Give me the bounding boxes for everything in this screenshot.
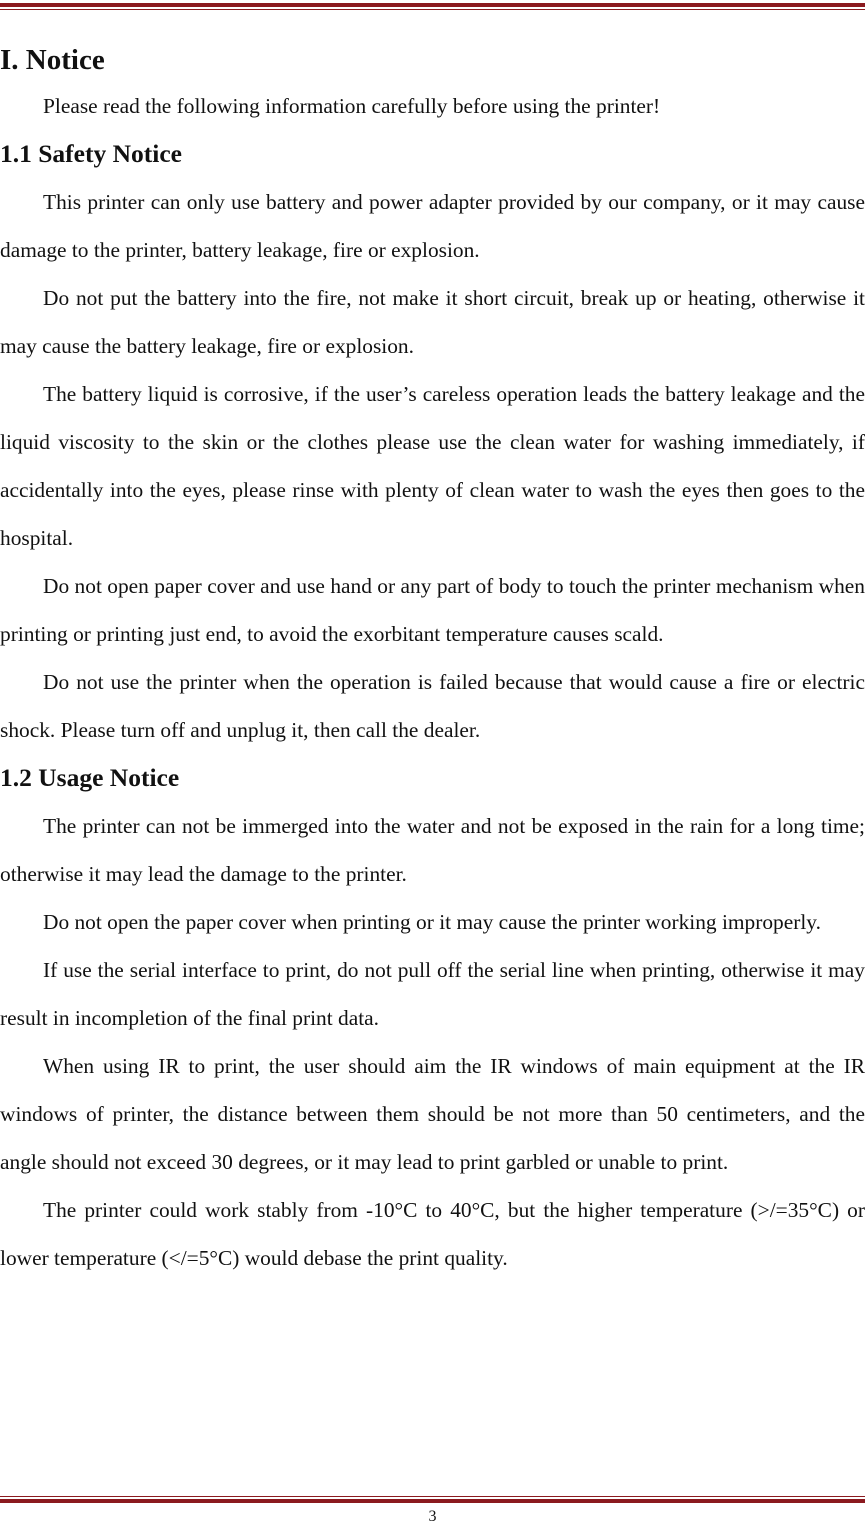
safety-paragraph: This printer can only use battery and power adapter provided by our company, or it may cause damage to the printer, battery leakage, fire or explosion. [0,190,865,262]
usage-paragraph: Do not open the paper cover when printing or it may cause the printer working improperly. [43,910,821,934]
footer-rule-thin [0,1496,865,1497]
usage-paragraph: The printer can not be immerged into the water and not be exposed in the rain for a long time; otherwise it may lead the damage to the printer. [0,814,865,886]
document-body [0,38,865,1282]
usage-notice-heading: 1.2 Usage Notice [0,763,180,792]
intro-paragraph: Please read the following information carefully before using the printer! [43,94,661,118]
section-title: I. Notice [0,44,105,76]
page-number: 3 [428,1508,437,1525]
safety-paragraph: Do not open paper cover and use hand or any part of body to touch the printer mechanism when printing or printing just end, to avoid the exorbitant temperature causes scald. [0,574,865,646]
safety-paragraph: Do not put the battery into the fire, not make it short circuit, break up or heating, otherwise it may cause the battery leakage, fire or explosion. [0,286,865,358]
footer-rule [0,1499,865,1503]
safety-paragraph: Do not use the printer when the operation is failed because that would cause a fire or electric shock. Please turn off and unplug it, then call the dealer. [0,670,865,742]
header-rule-thin [0,9,865,10]
usage-paragraph: If use the serial interface to print, do not pull off the serial line when printing, otherwise it may result in incompletion of the final print data. [0,958,865,1030]
safety-paragraph: The battery liquid is corrosive, if the user’s careless operation leads the battery leakage and the liquid viscosity to the skin or the clothes please use the clean water for washing immediately, if accidentally into the eyes, please rinse with plenty of clean water to wash the eyes then goes to the hospital. [0,382,865,550]
header-rule [0,3,865,7]
usage-paragraph: When using IR to print, the user should aim the IR windows of main equipment at the IR windows of printer, the distance between them should be not more than 50 centimeters, and the angle should not exceed 30 degrees, or it may lead to print garbled or unable to print. [0,1054,865,1174]
safety-notice-heading: 1.1 Safety Notice [0,139,182,168]
usage-paragraph: The printer could work stably from -10°C to 40°C, but the higher temperature (>/=35°C) or lower temperature (</=5°C) would debase the print quality. [0,1198,865,1270]
